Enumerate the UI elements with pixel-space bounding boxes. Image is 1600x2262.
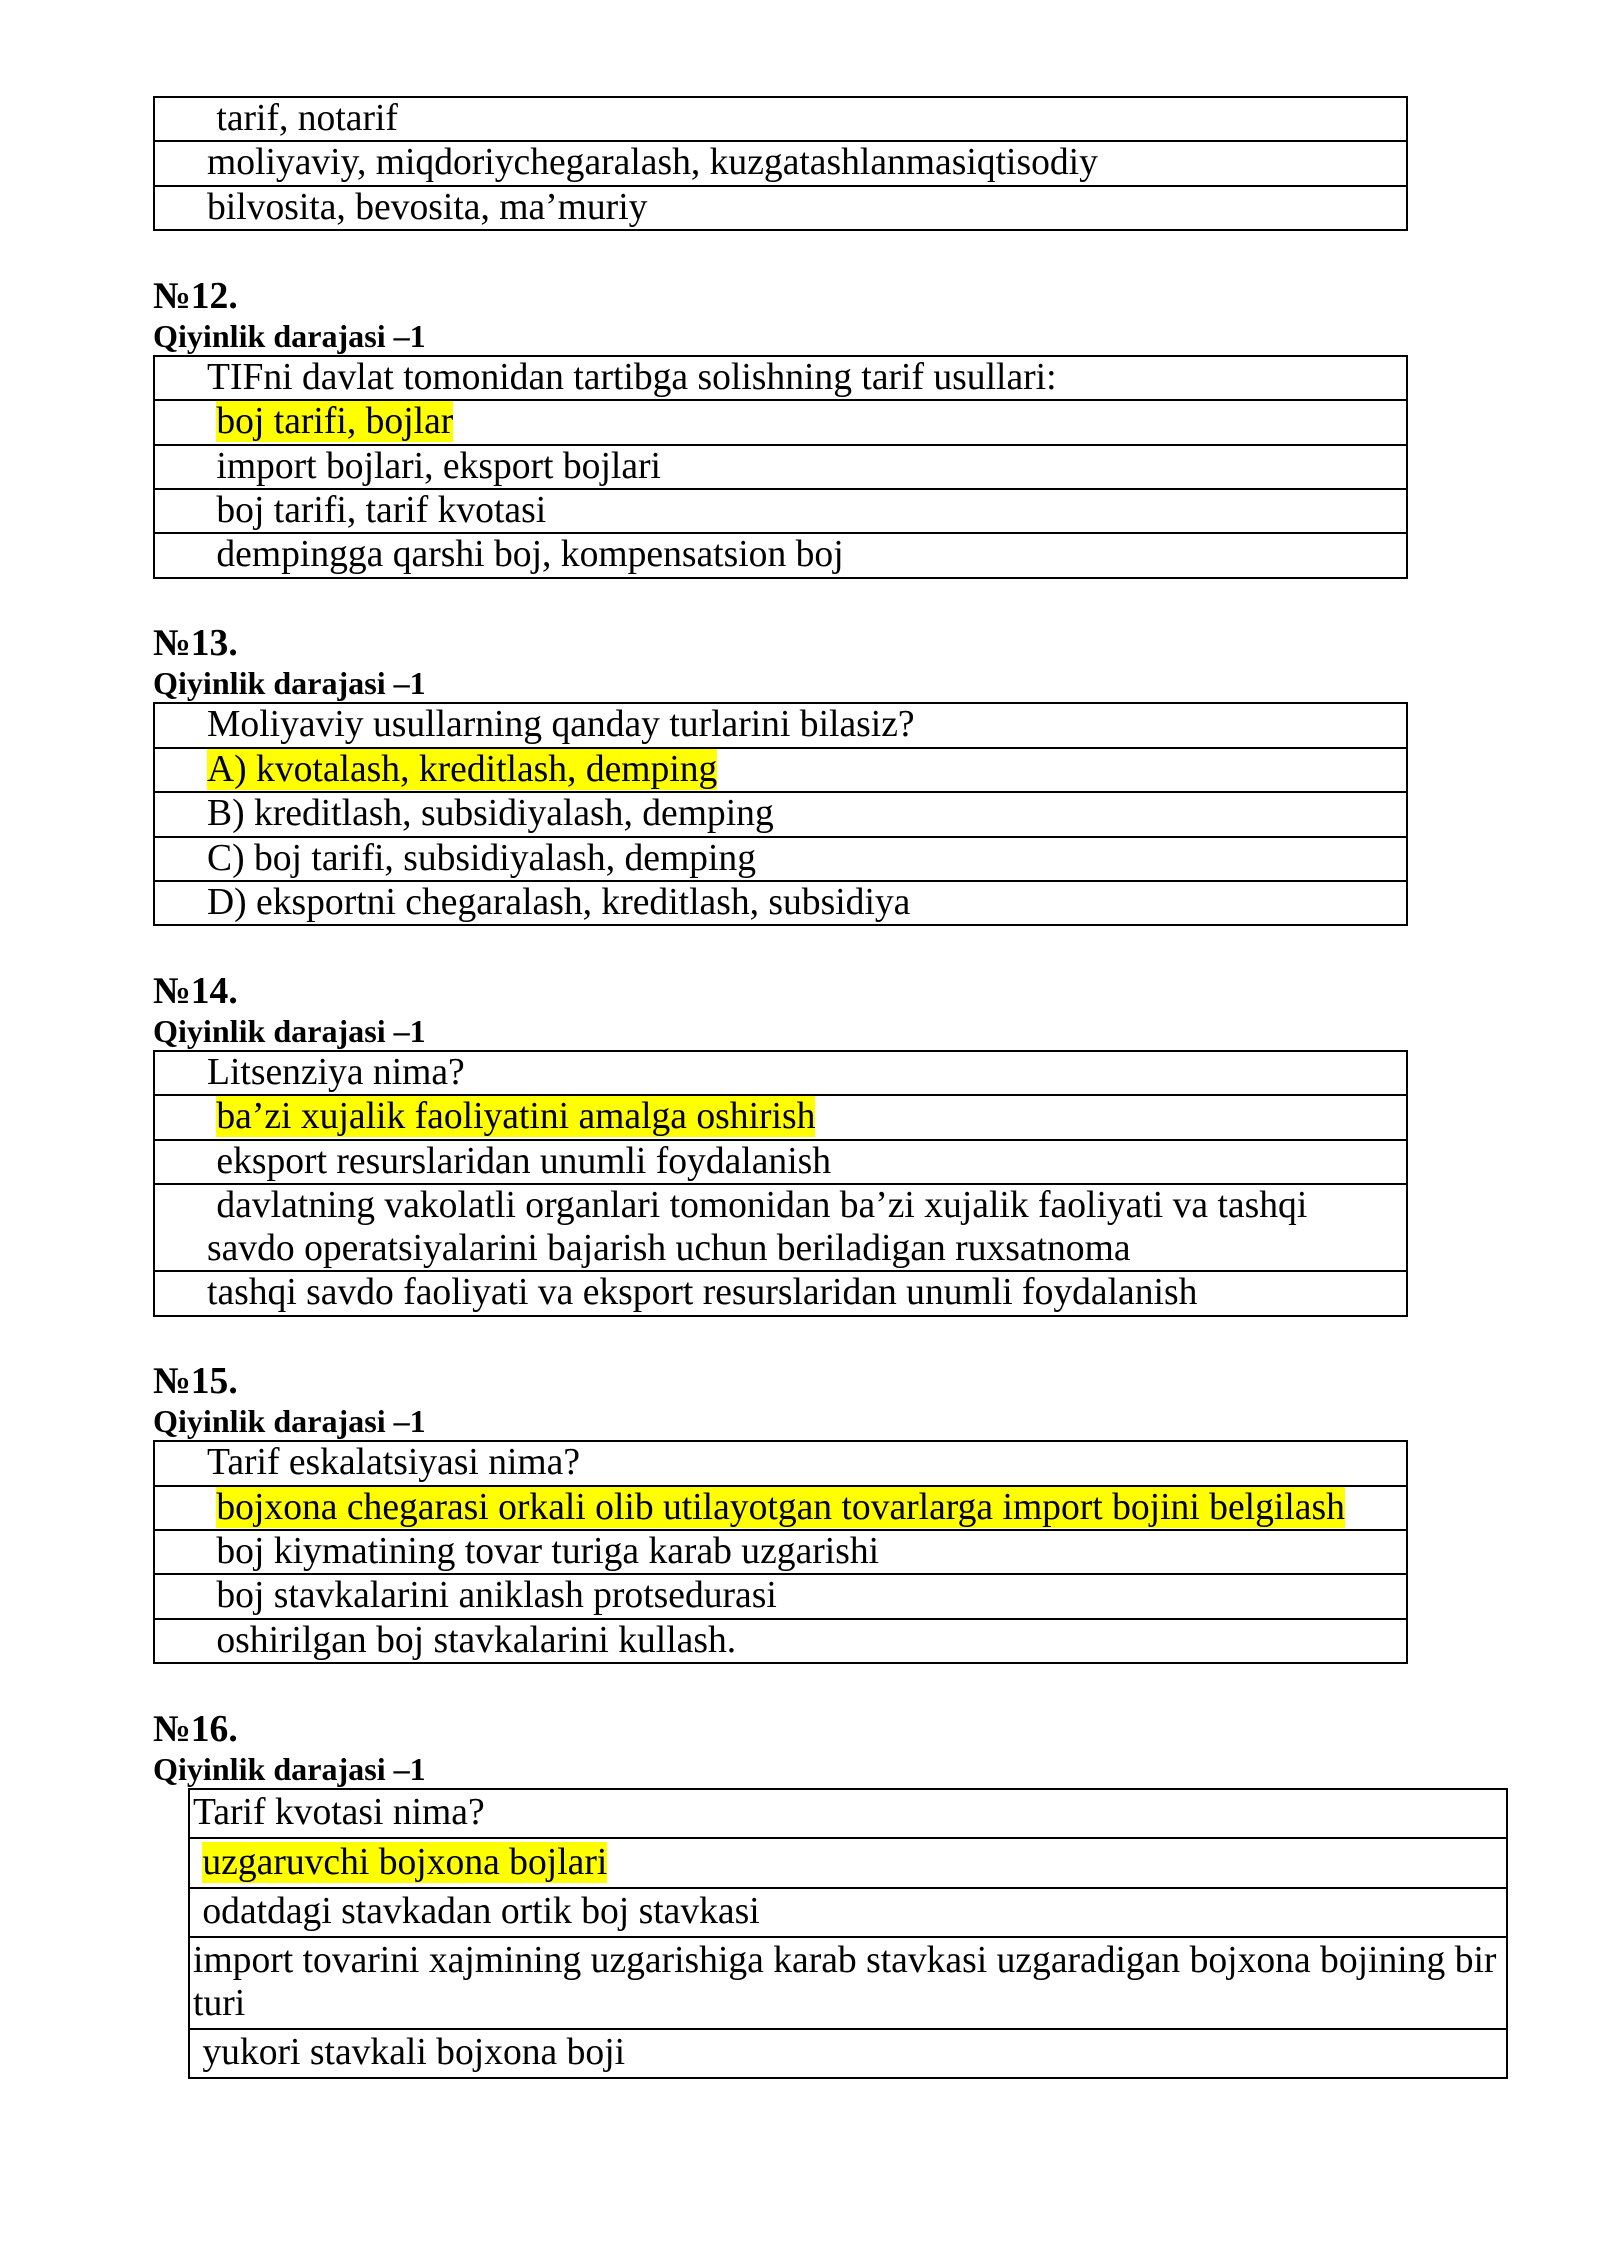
- table-row: [154, 1441, 1407, 1485]
- answer-option: odatdagi stavkadan ortik boj stavkasi: [189, 1888, 1507, 1937]
- answer-table: [153, 96, 1408, 231]
- answer-option: B) kreditlash, subsidiyalash, demping: [154, 792, 1407, 836]
- answer-option: boj stavkalarini aniklash protsedurasi: [154, 1574, 1407, 1618]
- answer-table: [153, 1050, 1408, 1316]
- question-text: Litsenziya nima?: [154, 1051, 1407, 1095]
- table-row: [154, 141, 1407, 185]
- table-row: [154, 186, 1407, 230]
- highlighted-option: ba’zi xujalik faoliyatini amalga oshirish: [216, 1096, 816, 1138]
- answer-option: [154, 1486, 1407, 1530]
- question-text: Tarif kvotasi nima?: [189, 1789, 1507, 1838]
- answer-option: moliyaviy, miqdoriychegaralash, kuzgatashlanmasiqtisodiy: [154, 141, 1407, 185]
- table-row: [154, 792, 1407, 836]
- table-row: [189, 1937, 1507, 2029]
- answer-table: [188, 1788, 1508, 2079]
- table-row: [154, 97, 1407, 141]
- table-row: [154, 445, 1407, 489]
- question-text: TIFni davlat tomonidan tartibga solishning tarif usullari:: [154, 356, 1407, 400]
- table-row: [189, 2029, 1507, 2078]
- question-block-13: [153, 622, 1600, 926]
- highlighted-option: A) kvotalash, kreditlash, demping: [207, 748, 718, 790]
- question-number: №15.: [153, 1361, 238, 1403]
- answer-option: boj kiymatining tovar turiga karab uzgarishi: [154, 1530, 1407, 1574]
- answer-option: tarif, notarif: [154, 97, 1407, 141]
- table-row: [154, 1184, 1407, 1271]
- question-block-14: [153, 970, 1600, 1316]
- table-row: [154, 1051, 1407, 1095]
- highlighted-option: boj tarifi, bojlar: [216, 401, 454, 443]
- table-row: [189, 1789, 1507, 1838]
- question-number: №16.: [153, 1708, 238, 1750]
- difficulty-label: Qiyinlik darajasi –1: [153, 317, 426, 354]
- answer-table: [153, 355, 1408, 579]
- answer-option: oshirilgan boj stavkalarini kullash.: [154, 1619, 1407, 1663]
- answer-table: [153, 1440, 1408, 1664]
- answer-option: dempingga qarshi boj, kompensatsion boj: [154, 533, 1407, 577]
- table-row: [154, 400, 1407, 444]
- answer-option: [189, 1838, 1507, 1887]
- question-text: Tarif eskalatsiyasi nima?: [154, 1441, 1407, 1485]
- table-row: [154, 1486, 1407, 1530]
- table-row: [154, 1140, 1407, 1184]
- table-row: [154, 837, 1407, 881]
- table-row: [154, 1574, 1407, 1618]
- table-row: [154, 748, 1407, 792]
- table-row: [154, 356, 1407, 400]
- table-row: [154, 1095, 1407, 1139]
- answer-option: import tovarini xajmining uzgarishiga karab stavkasi uzgaradigan bojxona bojining bir turi: [189, 1937, 1507, 2029]
- answer-option: import bojlari, eksport bojlari: [154, 445, 1407, 489]
- answer-option: C) boj tarifi, subsidiyalash, demping: [154, 837, 1407, 881]
- question-text: Moliyaviy usullarning qanday turlarini bilasiz?: [154, 703, 1407, 747]
- table-row: [154, 1530, 1407, 1574]
- answer-option: [154, 1095, 1407, 1139]
- answer-option: yukori stavkali bojxona boji: [189, 2029, 1507, 2078]
- table-row: [154, 533, 1407, 577]
- answer-option: tashqi savdo faoliyati va eksport resurslaridan unumli foydalanish: [154, 1271, 1407, 1315]
- table-row: [154, 881, 1407, 925]
- answer-option: bilvosita, bevosita, ma’muriy: [154, 186, 1407, 230]
- difficulty-label: Qiyinlik darajasi –1: [153, 665, 426, 702]
- question-block-16: [153, 1708, 1600, 2079]
- difficulty-label: Qiyinlik darajasi –1: [153, 1013, 426, 1050]
- answer-option: boj tarifi, tarif kvotasi: [154, 489, 1407, 533]
- highlighted-option: uzgaruvchi bojxona bojlari: [202, 1841, 608, 1883]
- answer-table: [153, 702, 1408, 926]
- question-block-12: [153, 275, 1600, 579]
- table-row: [154, 489, 1407, 533]
- answer-option: [154, 748, 1407, 792]
- answer-option: [154, 400, 1407, 444]
- table-row: [189, 1838, 1507, 1887]
- table-row: [189, 1888, 1507, 1937]
- answer-option: davlatning vakolatli organlari tomonidan ba’zi xujalik faoliyati va tashqi savdo operatsiyalarini bajarish uchun beriladigan ruxsatnoma: [154, 1184, 1407, 1271]
- question-number: №12.: [153, 275, 238, 317]
- highlighted-option: bojxona chegarasi orkali olib utilayotgan tovarlarga import bojini belgilash: [216, 1486, 1345, 1528]
- question-number: №13.: [153, 623, 238, 665]
- table-row: [154, 1271, 1407, 1315]
- difficulty-label: Qiyinlik darajasi –1: [153, 1403, 426, 1440]
- question-number: №14.: [153, 971, 238, 1013]
- answer-option: D) eksportni chegaralash, kreditlash, subsidiya: [154, 881, 1407, 925]
- table-row: [154, 703, 1407, 747]
- question-block-15: [153, 1360, 1600, 1664]
- difficulty-label: Qiyinlik darajasi –1: [153, 1750, 426, 1787]
- table-row: [154, 1619, 1407, 1663]
- answer-option: eksport resurslaridan unumli foydalanish: [154, 1140, 1407, 1184]
